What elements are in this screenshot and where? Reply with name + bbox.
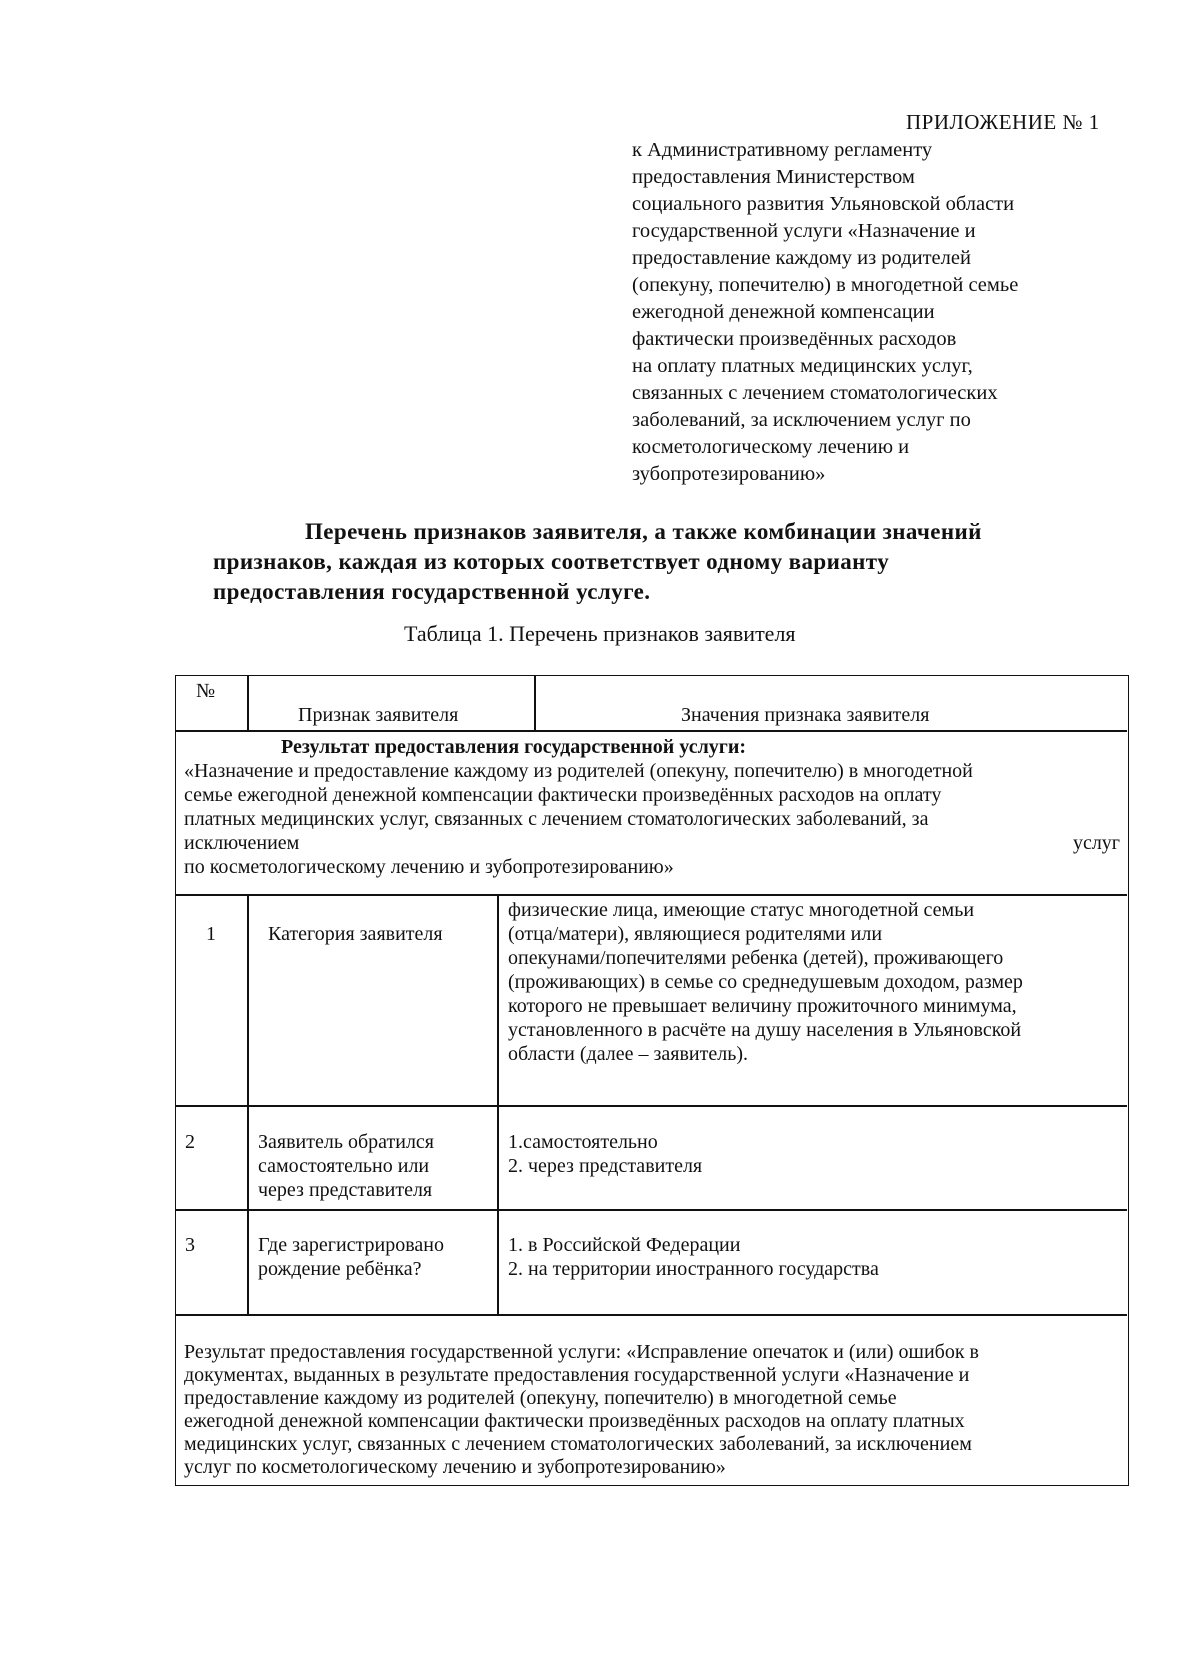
row-3-feature-line: рождение ребёнка? <box>258 1258 422 1280</box>
result-1-title: Результат предоставления государственной услуги: <box>281 736 747 758</box>
row-1-value-line: физические лица, имеющие статус многодетной семьи <box>508 899 975 921</box>
column-divider <box>247 676 249 731</box>
row-1-value-line: опекунами/попечителями ребенка (детей), проживающего <box>508 947 1004 969</box>
row-2-feature <box>258 1130 434 1202</box>
appendix-line: на оплату платных медицинских услуг, <box>632 355 973 377</box>
result-1-word: услуг <box>1072 832 1120 854</box>
table-caption: Таблица 1. Перечень признаков заявителя <box>404 621 796 646</box>
table-divider <box>176 730 1127 732</box>
appendix-line: государственной услуги «Назначение и <box>632 220 976 242</box>
result-section-2 <box>184 1341 1120 1479</box>
row-3-feature-line: Где зарегистрировано <box>258 1234 444 1256</box>
applicant-features-table <box>175 675 1129 1486</box>
row-1-value-line: установленного в расчёте на душу населения в Ульяновской <box>508 1019 1022 1041</box>
appendix-line: фактически произведённых расходов <box>632 328 957 350</box>
appendix-line: социального развития Ульяновской области <box>632 193 1015 215</box>
heading-line: предоставления государственной услуге. <box>213 579 651 604</box>
row-2-feature-line: самостоятельно или <box>258 1155 430 1177</box>
result-2-line: предоставление каждому из родителей (опекуну, попечителю) в многодетной семье <box>184 1387 897 1409</box>
result-2-line: услуг по косметологическому лечению и зубопротезированию» <box>184 1456 726 1478</box>
header-values: Значения признака заявителя <box>681 704 930 726</box>
row-1-value-line: (проживающих) в семье со среднедушевым доходом, размер <box>508 971 1023 993</box>
appendix-title: ПРИЛОЖЕНИЕ № 1 <box>906 110 1100 134</box>
row-2-values <box>508 1130 702 1178</box>
result-section-1 <box>184 735 1120 879</box>
header-number: № <box>196 680 216 702</box>
appendix-subtitle <box>632 137 1112 488</box>
row-3-value-line: 1. в Российской Федерации <box>508 1234 741 1256</box>
row-1-value-line: (отца/матери), являющиеся родителями или <box>508 923 883 945</box>
row-1-feature <box>268 922 443 946</box>
result-2-line: документах, выданных в результате предоставления государственной услуги «Назначение и <box>184 1364 970 1386</box>
header-feature: Признак заявителя <box>298 704 459 726</box>
row-1-number: 1 <box>206 923 216 945</box>
row-3-number: 3 <box>185 1234 195 1256</box>
appendix-line: предоставление каждому из родителей <box>632 247 971 269</box>
document-heading <box>213 517 1113 607</box>
result-1-line: «Назначение и предоставление каждому из родителей (опекуну, попечителю) в многодетной <box>184 760 973 782</box>
row-3-value-line: 2. на территории иностранного государства <box>508 1258 879 1280</box>
heading-line: признаков, каждая из которых соответствует одному варианту <box>213 549 890 574</box>
result-1-line: семье ежегодной денежной компенсации фактически произведённых расходов на оплату <box>184 784 942 806</box>
appendix-line: (опекуну, попечителю) в многодетной семье <box>632 274 1019 296</box>
result-2-line: медицинских услуг, связанных с лечением стоматологических заболеваний, за исключением <box>184 1433 972 1455</box>
appendix-line: к Административному регламенту <box>632 139 933 161</box>
appendix-line: предоставления Министерством <box>632 166 915 188</box>
row-2-feature-line: Заявитель обратился <box>258 1131 434 1153</box>
row-1-value-line: области (далее – заявитель). <box>508 1043 748 1065</box>
table-divider <box>176 1105 1127 1107</box>
row-1-values <box>508 898 1118 1066</box>
column-divider <box>534 676 536 731</box>
appendix-line: заболеваний, за исключением услуг по <box>632 409 971 431</box>
result-2-line: ежегодной денежной компенсации фактически произведённых расходов на оплату платных <box>184 1410 965 1432</box>
table-divider <box>176 1314 1127 1316</box>
appendix-line: связанных с лечением стоматологических <box>632 382 998 404</box>
row-3-values <box>508 1233 879 1281</box>
appendix-line: ежегодной денежной компенсации <box>632 301 935 323</box>
result-1-line <box>184 831 1120 855</box>
result-1-line: платных медицинских услуг, связанных с лечением стоматологических заболеваний, за <box>184 808 929 830</box>
table-divider <box>176 894 1127 896</box>
result-1-line: по косметологическому лечению и зубопротезированию» <box>184 856 674 878</box>
table-divider <box>176 1209 1127 1211</box>
appendix-line: зубопротезированию» <box>632 463 826 485</box>
row-2-value-line: 2. через представителя <box>508 1155 703 1177</box>
row-3-feature <box>258 1233 444 1281</box>
result-1-word: исключением <box>184 832 300 854</box>
heading-line: Перечень признаков заявителя, а также комбинации значений <box>305 519 982 544</box>
column-divider <box>497 894 499 1315</box>
row-2-value-line: 1.самостоятельно <box>508 1131 658 1153</box>
row-2-feature-line: через представителя <box>258 1179 433 1201</box>
column-divider <box>247 894 249 1315</box>
row-2-number: 2 <box>185 1131 195 1153</box>
row-1-feature-line: Категория заявителя <box>268 923 443 945</box>
row-1-value-line: которого не превышает величину прожиточного минимума, <box>508 995 1017 1017</box>
result-2-line: Результат предоставления государственной услуги: «Исправление опечаток и (или) ошибок в <box>184 1341 979 1363</box>
appendix-line: косметологическому лечению и <box>632 436 910 458</box>
